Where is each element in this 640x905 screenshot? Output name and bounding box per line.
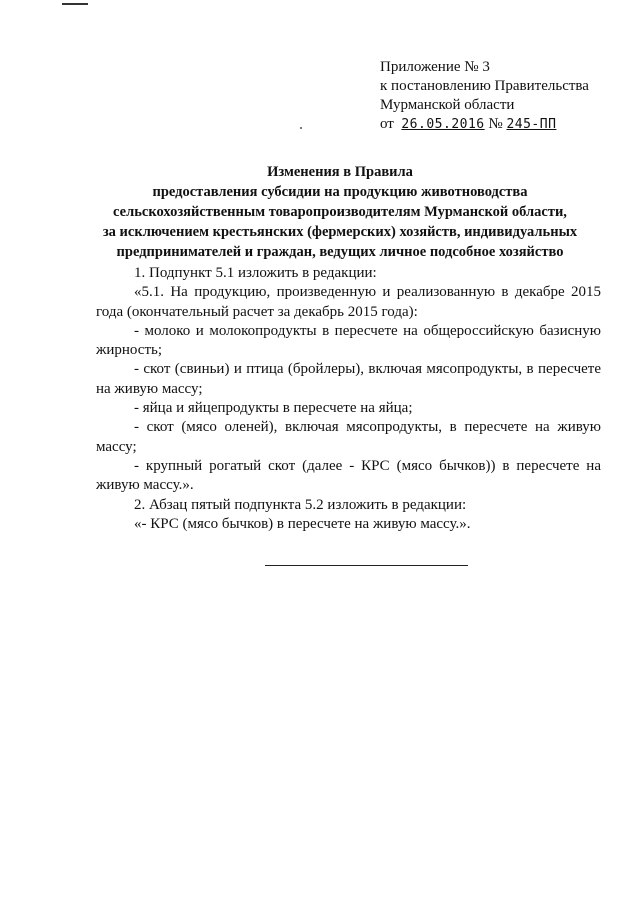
closing-rule [265, 565, 468, 566]
number-prefix: № [488, 116, 503, 132]
paragraph: «5.1. На продукцию, произведенную и реализованную в декабре 2015 года (окончательный расчет за декабрь 2015 года): [96, 284, 601, 320]
paragraph: 2. Абзац пятый подпункта 5.2 изложить в редакции: [134, 496, 467, 513]
paragraph: - крупный рогатый скот (далее - КРС (мясо бычков)) в пересчете на живую массу.». [96, 457, 601, 494]
annex-header [380, 58, 589, 134]
document-title [70, 162, 610, 262]
annex-resolution-ref: к постановлению Правительства [380, 78, 589, 94]
document-body [96, 264, 601, 534]
paragraph: «- КРС (мясо бычков) в пересчете на живую массу.». [134, 515, 471, 532]
title-line: Изменения в Правила [267, 164, 413, 180]
title-line: за исключением крестьянских (фермерских) хозяйств, индивидуальных [102, 224, 578, 240]
paragraph: - скот (мясо оленей), включая мясопродукты, в пересчете на живую массу; [96, 419, 601, 455]
annex-region: Мурманской области [380, 97, 515, 113]
resolution-date: 26.05.2016 [401, 117, 485, 132]
paragraph: - молоко и молокопродукты в пересчете на общероссийскую базисную жирность; [96, 322, 601, 359]
paragraph: - скот (свиньи) и птица (бройлеры), включая мясопродукты, в пересчете на живую массу; [96, 361, 601, 397]
scan-dot [300, 127, 302, 129]
scan-mark [62, 3, 88, 5]
resolution-number: 245-ПП [506, 117, 557, 132]
paragraph: - яйца и яйцепродукты в пересчете на яйца; [134, 400, 413, 417]
title-line: предоставления субсидии на продукцию животноводства [152, 184, 528, 200]
paragraph: 1. Подпункт 5.1 изложить в редакции: [134, 265, 377, 281]
annex-date-number [380, 115, 589, 134]
title-line: предпринимателей и граждан, ведущих личное подсобное хозяйство [116, 244, 564, 260]
date-prefix: от [380, 116, 394, 132]
title-line: сельскохозяйственным товаропроизводителям Мурманской области, [113, 204, 567, 220]
annex-number: Приложение № 3 [380, 59, 490, 75]
